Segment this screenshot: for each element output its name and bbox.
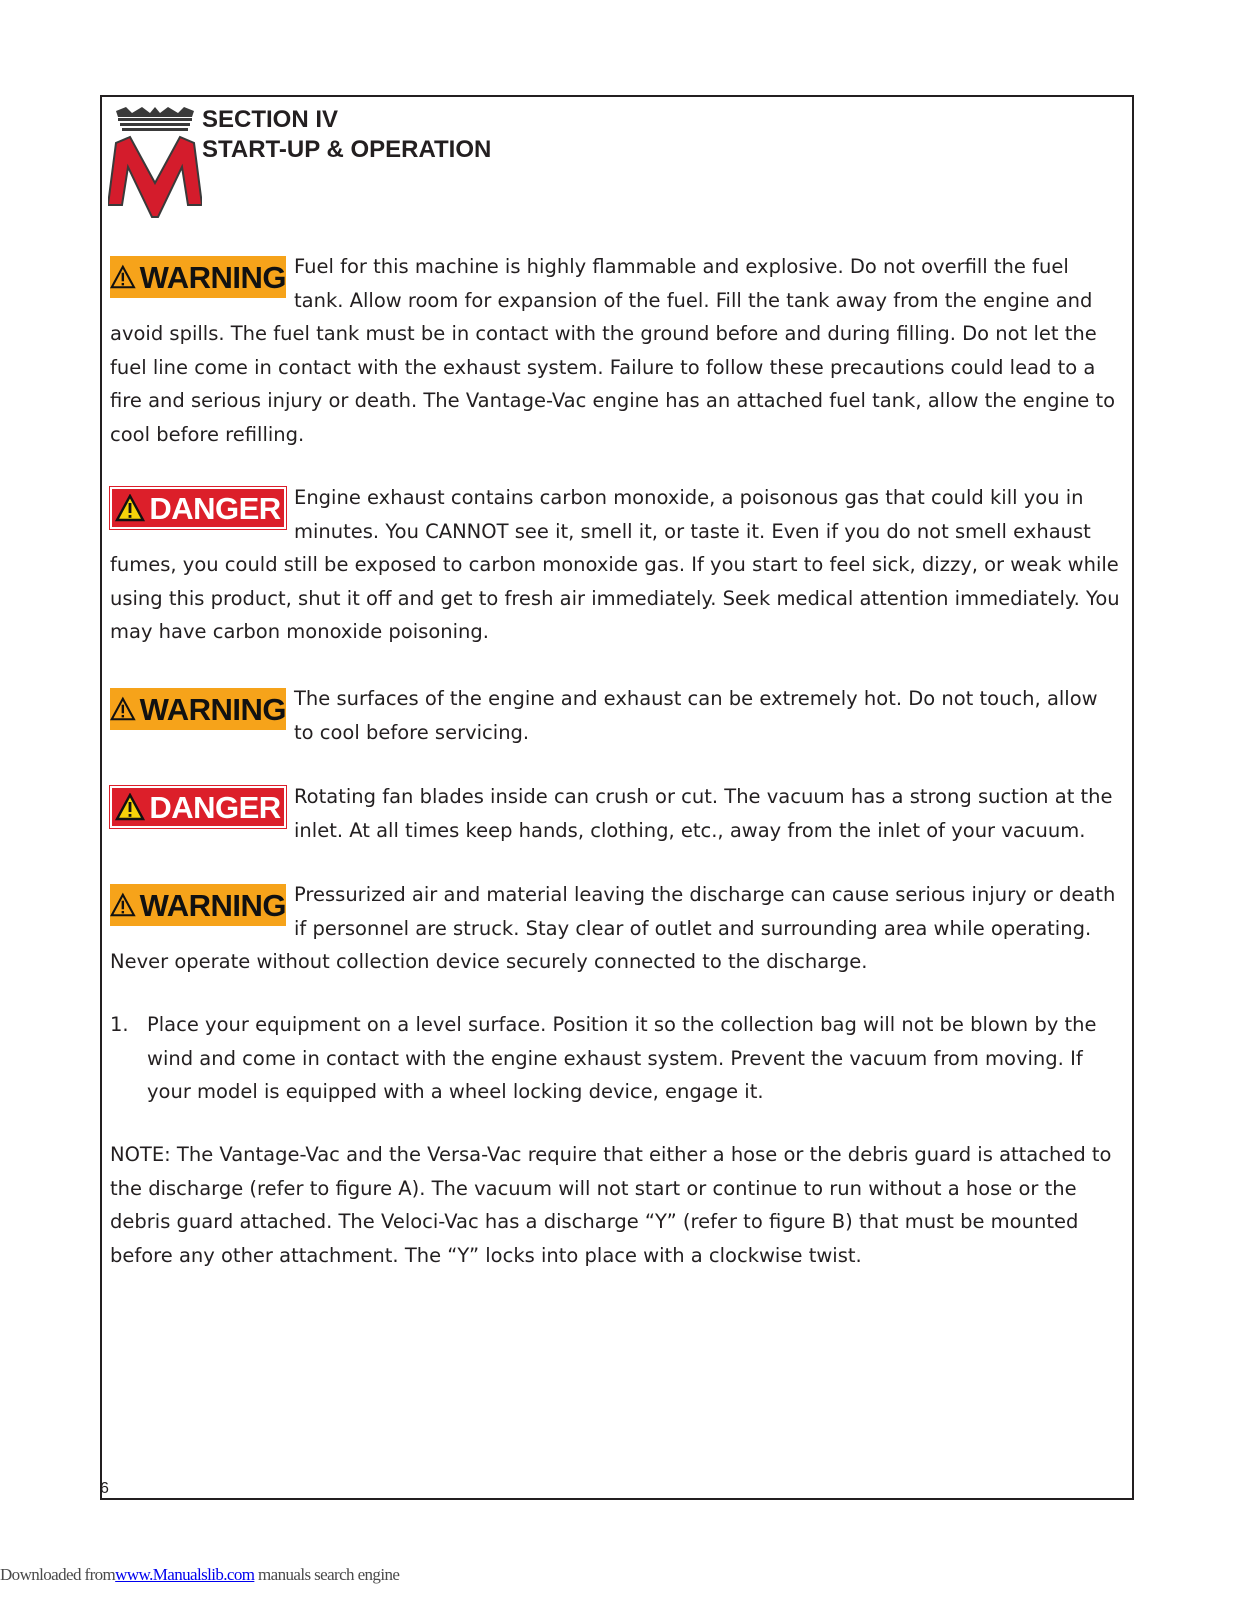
manualslib-link[interactable]: www.Manualslib.com [115,1565,255,1584]
warning-triangle-icon [115,494,145,522]
warning-badge [110,688,286,730]
danger-notice-carbon-monoxide [110,481,1122,649]
warning-label: WARNING [139,887,286,923]
note-text: NOTE: The Vantage-Vac and the Versa-Vac require that either a hose or the debris guard is attached to the discharge (refer to figure A). The vacuum will not start or continue to run without a hose or the debris guard attached. The Veloci-Vac has a discharge “Y” (refer to figure B) that must be mounted before any other attachment. The “Y” locks into place with a clockwise twist. [110,1143,1112,1267]
warning-label: WARNING [139,259,286,295]
danger-badge [110,487,286,529]
list-item [110,1008,1120,1109]
warning-badge [110,884,286,926]
warning-triangle-icon [110,263,136,291]
danger-label: DANGER [149,789,281,825]
note-paragraph [110,1138,1122,1272]
danger-notice-fan-blades [110,780,1122,847]
warning-notice-discharge [110,878,1122,979]
company-logo-icon [108,105,202,223]
notice-text: Pressurized air and material leaving the discharge can cause serious injury or death if personnel are struck. Stay clear of outlet and surrounding area while operating. Never operate without collection device securely connected to the discharge. [110,883,1116,973]
notice-text: Fuel for this machine is highly flammable and explosive. Do not overfill the fuel tank. Allow room for expansion of the fuel. Fill the tank away from the engine and avoid spills. The fuel tank must be in contact with the ground before and during filling. Do not let the fuel line come in contact with the exhaust system. Failure to follow these precautions could lead to a fire and serious injury or death. The Vantage-Vac engine has an attached fuel tank, allow the engine to cool before refilling. [110,255,1116,446]
warning-triangle-icon [110,695,136,723]
download-footer [0,1565,399,1585]
notice-text: Rotating fan blades inside can crush or cut. The vacuum has a strong suction at the inlet. At all times keep hands, clothing, etc., away from the inlet of your vacuum. [294,785,1113,842]
list-item-number: 1. [110,1013,129,1036]
notice-text: Engine exhaust contains carbon monoxide, a poisonous gas that could kill you in minutes. You CANNOT see it, smell it, or taste it. Even if you do not smell exhaust fumes, you could still be exposed to carbon monoxide gas. If you start to feel sick, dizzy, or weak while using this product, shut it off and get to fresh air immediately. Seek medical attention immediately. You may have carbon monoxide poisoning. [110,486,1120,643]
section-title: START-UP & OPERATION [202,136,492,163]
warning-notice-fuel [110,250,1122,451]
warning-badge [110,256,286,298]
footer-prefix: Downloaded from [0,1565,116,1584]
warning-triangle-icon [110,891,136,919]
list-item-text: Place your equipment on a level surface. Position it so the collection bag will not be blown by the wind and come in contact with the engine exhaust system. Prevent the vacuum from moving. If your model is equipped with a wheel locking device, engage it. [147,1013,1097,1103]
warning-triangle-icon [115,793,145,821]
section-heading [202,105,491,165]
footer-suffix: manuals search engine [254,1565,400,1584]
notice-text: The surfaces of the engine and exhaust can be extremely hot. Do not touch, allow to cool before servicing. [294,687,1098,744]
section-number: SECTION IV [202,106,339,133]
page-number: 6 [100,1480,109,1497]
danger-badge [110,786,286,828]
warning-notice-hot-surfaces [110,682,1122,749]
danger-label: DANGER [149,490,281,526]
warning-label: WARNING [139,691,286,727]
